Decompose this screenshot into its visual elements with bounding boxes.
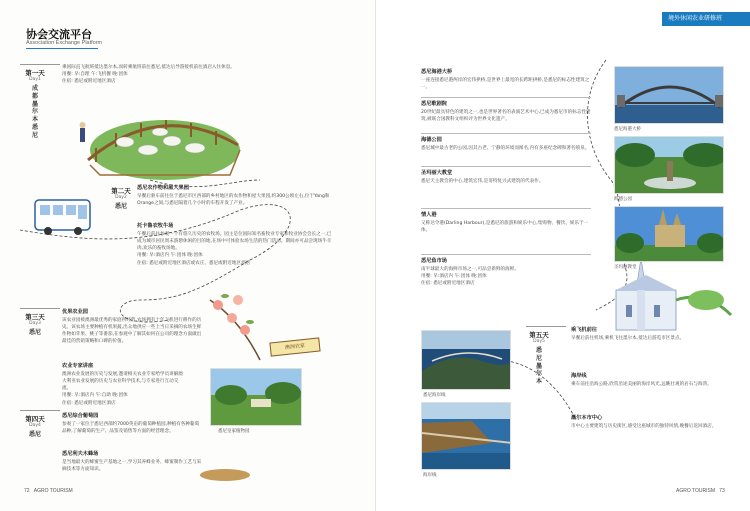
day5b-heading: 海岸线	[571, 373, 587, 379]
footer-left	[24, 488, 73, 494]
day4b-heading: 悉尼利夫木蜂场	[62, 451, 99, 457]
day4-city: 悉尼	[28, 431, 41, 438]
day4b-block	[62, 450, 202, 473]
divider	[421, 97, 591, 98]
right-item-6-heading: 悉尼鱼市场	[421, 258, 447, 264]
day4-label: 第四天	[25, 415, 45, 423]
day1-city: 成都 墨尔本 悉尼	[31, 85, 38, 139]
fountain-photo-image	[615, 137, 724, 194]
divider	[421, 133, 591, 134]
day5c-text: 市中心主要建筑与历史街区,感受这座城市的独特风情,晚餐后返回酒店。	[571, 424, 717, 430]
church-photo-image	[615, 207, 724, 262]
fountain-photo	[614, 136, 724, 194]
page-title: 协会交流平台	[26, 28, 92, 41]
day2b-text: 午餐后前往参观一个有悠久历史的农牧场。园主是位国际知名畜牧业专家和牧业协会会长之一,已成为城市居民周末游憩休闲的目的地,在场中可体验农场生活的热门活动。期间亦可品尝现场牛羊肉,欢乐的畜牧场地。	[137, 232, 332, 252]
day3a-block	[62, 308, 202, 346]
day1-hotel: 住宿: 悉尼或附近地区酒店	[62, 79, 116, 85]
peach-branch	[210, 294, 260, 360]
day3-rule	[20, 308, 60, 309]
day2a-heading: 悉尼农作物和屋大果园	[137, 185, 189, 191]
day2a-text: 早餐后驱车前往位于悉尼市区西部的乡村地区的农作物和屋大果园,约300公顷左右,位于Yang和Orange之间,与悉尼隔着几个小时的车程开发了产业。	[137, 194, 330, 207]
right-item-6-hotel: 住宿: 悉尼或附近地区酒店	[421, 281, 475, 287]
right-item-2	[421, 100, 591, 123]
section-tag: 境外休闲农业研修班	[662, 12, 750, 26]
footer-label-right: AGRO TOURISM	[676, 488, 715, 494]
right-page	[375, 0, 750, 511]
day5-marker	[528, 330, 550, 386]
day1-label: 第一天	[25, 69, 45, 77]
page-number-right: 73	[719, 488, 725, 494]
day3a-text: 该农业园被澳洲最优秀的家庭所经营,农场拥有十年飞机进行耕作的历史。该农场主要种植有机果蔬,出众地供应一些上当日采摘的农场生鲜作物如苹果、桃子等番茄,在参观中了解其如何在公司的理念方面做出最佳的营销策略和口碑的价值。	[62, 318, 202, 345]
day2-marker	[110, 186, 132, 211]
day5c-block	[571, 414, 731, 430]
right-item-6-text: 南半球最大的海鲜市场之一,可品尝新鲜的海鲜。	[421, 267, 519, 273]
day3-en: Day3	[29, 321, 41, 326]
day2b-hotel: 住宿: 悉尼或附近地区酒店或农庄、悉尼或附近地区酒店	[137, 260, 251, 266]
day3a-heading: 优果农业园	[62, 309, 88, 315]
day3b-meal: 用餐: 早:酒店内 午:自助 晚:团体	[62, 393, 128, 399]
coast-photo-image	[422, 331, 511, 390]
right-item-2-heading: 悉尼歌剧院	[421, 101, 447, 107]
right-item-3-text: 悉尼城中最古老的公园,因其古老、宁静的环境而闻名,内有多座纪念碑和著名喷泉。	[421, 146, 590, 152]
bridge-photo-image	[615, 67, 724, 124]
day1-marker	[24, 68, 46, 140]
right-item-3-heading: 海德公园	[421, 137, 442, 143]
right-item-5-heading: 情人港	[421, 212, 437, 218]
coast-caption: 悉尼海岸线	[423, 393, 446, 398]
day2-city: 悉尼	[114, 203, 127, 210]
day1-text: 乘国际直飞航班抵达墨尔本,而转乘航班前往悉尼,抵达后导游接机前往酒店入住休息。	[62, 65, 235, 70]
divider	[421, 208, 591, 209]
day3b-text: 澳洲农业发展的历史与发展,邀请相关农业专家给学员讲解澳大利亚农业发展的历史与农业科学技术,与专家进行互动交流。	[62, 372, 183, 392]
day1-block	[62, 64, 247, 85]
day1-rule	[20, 64, 60, 65]
fruit-basket	[200, 469, 250, 481]
church-photo	[614, 206, 724, 262]
right-item-5	[421, 211, 591, 234]
day2b-meal: 用餐: 早:酒店内 午:团体 晚:团体	[137, 253, 203, 259]
right-item-1-text: 一座连接悉尼港两岸的宏伟拱桥,是世界上最宽的长跨距拱桥,是悉尼的标志性建筑之一。	[421, 78, 590, 91]
day4a-block	[62, 412, 202, 435]
day3b-hotel: 住宿: 悉尼或附近地区酒店	[62, 400, 116, 406]
day4b-text: 是当地最大的蜂蜜生产基地之一,学习其养蜂业务、蜂蜜制作工艺与采摘技术等方面知识。	[62, 460, 202, 473]
day5b-text: 乘车前往沿海公路,欣赏沿途美丽的海岸风光,远眺壮观的岩石与海湾。	[571, 382, 712, 388]
day5-city: 悉尼 墨尔本	[535, 347, 542, 386]
right-item-4-heading: 圣玛丽大教堂	[421, 170, 453, 176]
fountain-caption: 海德公园	[614, 197, 632, 202]
farm-sign: 澳洲农家	[269, 337, 320, 356]
day5c-heading: 墨尔本市中心	[571, 415, 603, 421]
day3-label: 第三天	[25, 313, 45, 321]
day4a-heading: 悉尼综合葡萄园	[62, 413, 99, 419]
day3-city: 悉尼	[28, 329, 41, 336]
farmer-figure	[80, 122, 86, 142]
day5b-block	[571, 372, 731, 388]
right-item-1-heading: 悉尼海港大桥	[421, 69, 453, 75]
day4-marker	[24, 414, 46, 439]
day3-marker	[24, 312, 46, 337]
page-subtitle: Association Exchange Platform	[26, 40, 103, 46]
day3b-heading: 农业专家讲座	[62, 363, 94, 369]
day5a-block	[571, 326, 731, 342]
day1-en: Day1	[29, 77, 41, 82]
day2b-block	[137, 222, 332, 267]
day5a-heading: 乘飞机前往	[571, 327, 597, 333]
day4a-text: 参观了一家位于悉尼西部约7000英亩的葡萄种植园,种植有各种葡萄品种,了解葡萄的生产、品鉴及销售等方面的经营理念。	[62, 422, 200, 435]
day5a-text: 早餐后前往机场,乘机飞往墨尔本,抵达后游览市区景点。	[571, 336, 685, 342]
right-item-6-meal: 用餐: 早:酒店内 午:团体 晚:团体	[421, 274, 487, 280]
divider	[421, 166, 591, 167]
day1-meal: 用餐: 早:自理 午:飞机餐 晚:团体	[62, 72, 128, 78]
day3b-block	[62, 362, 187, 407]
right-item-6	[421, 257, 591, 287]
bus-illustration	[35, 200, 90, 235]
day2a-block	[137, 184, 332, 207]
bridge-photo	[614, 66, 724, 124]
garden-photo-caption: 悉尼皇家植物园	[218, 429, 250, 434]
right-item-3	[421, 136, 591, 152]
bridge-caption: 悉尼海港大桥	[614, 127, 641, 132]
page-number-left: 72	[24, 488, 30, 494]
day4-en: Day4	[29, 423, 41, 428]
coast-photo	[421, 330, 511, 390]
right-item-4-text: 悉尼天主教会的中心,建筑宏伟,是哥特复兴式建筑的代表作。	[421, 179, 544, 185]
day5-rule	[526, 326, 566, 327]
church-caption: 圣玛丽教堂	[614, 265, 637, 270]
cliff-photo-image	[422, 403, 511, 470]
right-item-2-text: 20世纪最具特色的建筑之一,也是世界著名的表演艺术中心,已成为悉尼市的标志性建筑,被联合国教科文组织评为世界文化遗产。	[421, 110, 591, 123]
footer-right	[676, 488, 725, 494]
cliff-caption: 海岸线	[423, 473, 437, 478]
right-item-5-text: 又称达令港(Darling Harbour),是悉尼的旅游和娱乐中心,集购物、餐饮、娱乐于一体。	[421, 221, 589, 234]
day2-label: 第二天	[111, 187, 131, 195]
day5-label: 第五天	[529, 331, 549, 339]
garden-photo-image	[211, 369, 302, 426]
day2-en: Day2	[115, 195, 127, 200]
divider	[421, 254, 591, 255]
cliff-photo	[421, 402, 511, 470]
footer-label-left: AGRO TOURISM	[33, 488, 73, 494]
day2b-heading: 托卡鲁农牧牛场	[137, 223, 174, 229]
day4-rule	[20, 410, 60, 411]
day5-en: Day5	[533, 339, 545, 344]
right-item-1	[421, 68, 591, 91]
right-item-4	[421, 169, 591, 185]
garden-photo	[210, 368, 302, 426]
